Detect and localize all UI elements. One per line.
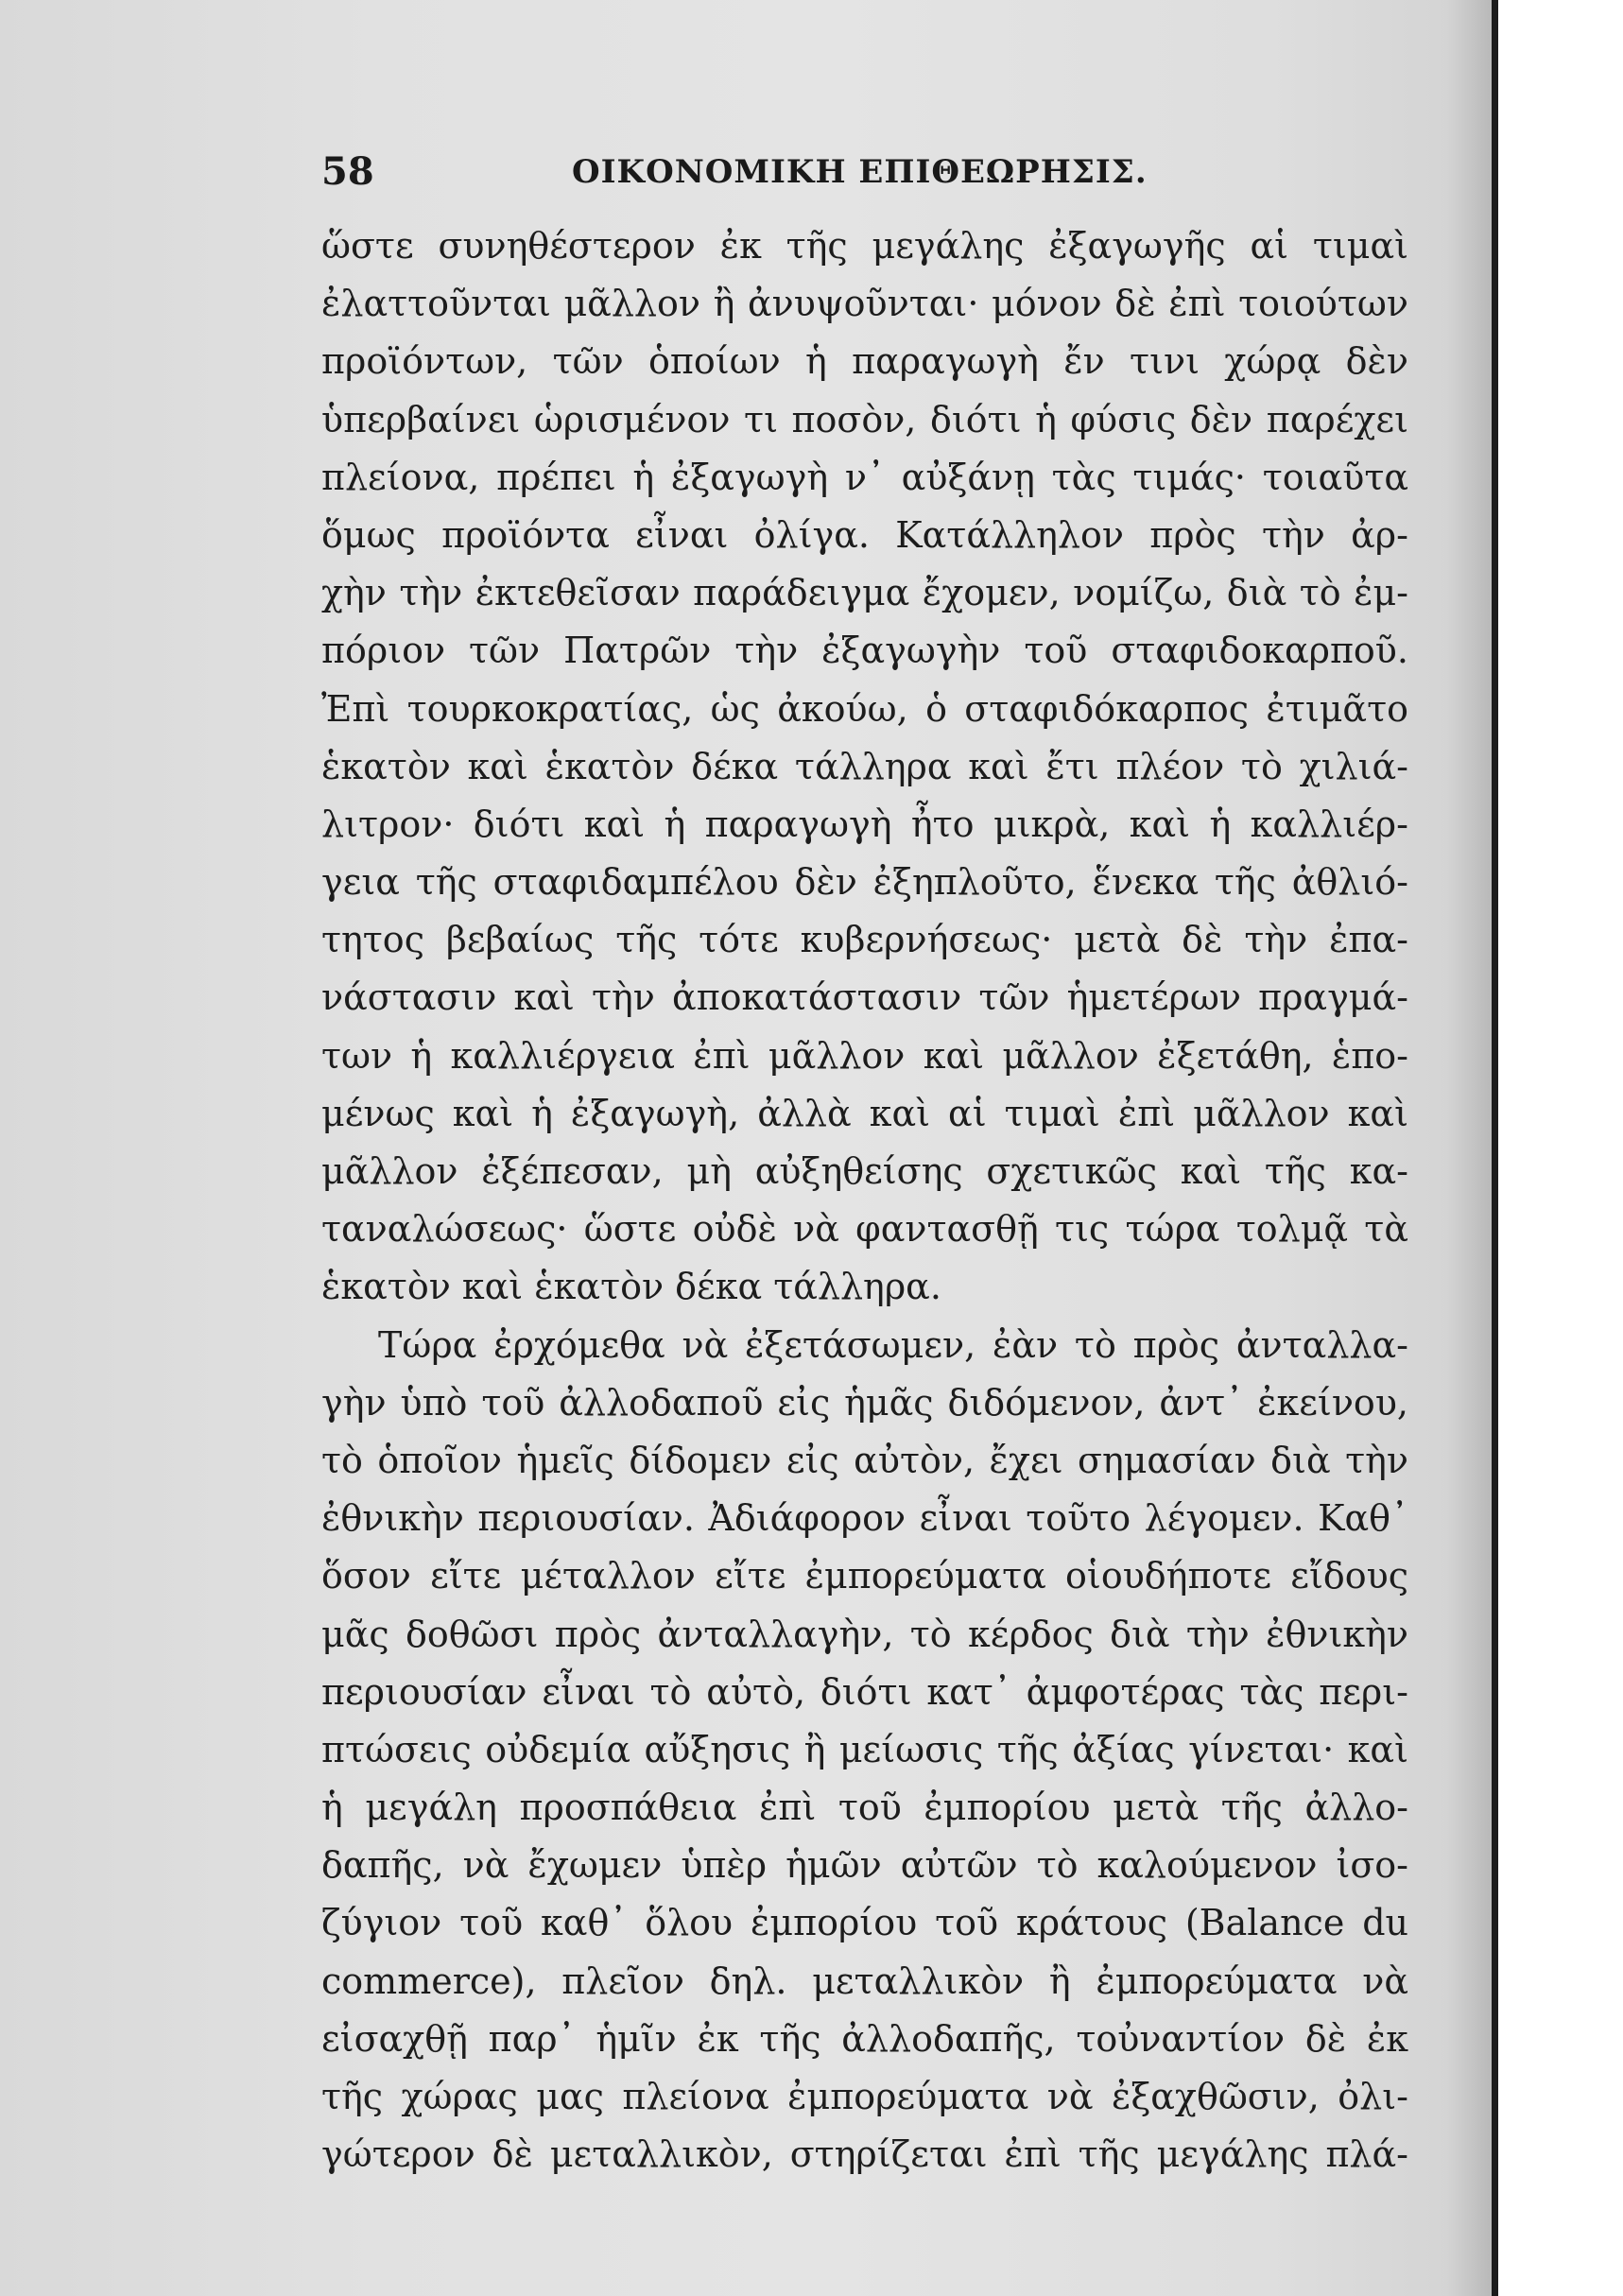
text-line: νάστασιν καὶ τὴν ἀποκατάστασιν τῶν ἡμετέρων πραγμά- (321, 976, 1408, 1019)
text-line: γεια τῆς σταφιδαμπέλου δὲν ἐξηπλοῦτο, ἕνεκα τῆς ἀθλιό- (321, 861, 1408, 904)
text-line: μᾶς δοθῶσι πρὸς ἀνταλλαγὴν, τὸ κέρδος διὰ τὴν ἐθνικὴν (321, 1613, 1408, 1655)
paragraph-end-line: ἑκατὸν καὶ ἑκατὸν δέκα τάλληρα. (321, 1266, 941, 1308)
text-line: ταναλώσεως· ὥστε οὐδὲ νὰ φαντασθῇ τις τώρα τολμᾷ τὰ (321, 1208, 1408, 1251)
text-line: ἑκατὸν καὶ ἑκατὸν δέκα τάλληρα καὶ ἔτι πλέον τὸ χιλιά- (321, 745, 1408, 787)
text-line: προϊόντων, τῶν ὁποίων ἡ παραγωγὴ ἔν τινι χώρᾳ δὲν (321, 340, 1408, 383)
binding-edge (1492, 0, 1498, 2296)
text-line: γώτερον δὲ μεταλλικὸν, στηρίζεται ἐπὶ τῆς μεγάλης πλά- (321, 2133, 1408, 2176)
text-line: πλείονα, πρέπει ἡ ἐξαγωγὴ ν᾽ αὐξάνῃ τὰς τιμάς· τοιαῦτα (321, 456, 1408, 498)
text-line: χὴν τὴν ἐκτεθεῖσαν παράδειγμα ἔχομεν, νομίζω, διὰ τὸ ἐμ- (321, 572, 1408, 614)
text-line: τῆς χώρας μας πλείονα ἐμπορεύματα νὰ ἐξαχθῶσιν, ὀλι- (321, 2076, 1408, 2117)
text-line: εἰσαχθῇ παρ᾽ ἡμῖν ἐκ τῆς ἀλλοδαπῆς, τοὐναντίον δὲ ἐκ (321, 2017, 1408, 2060)
text-line: ζύγιον τοῦ καθ᾽ ὅλου ἐμπορίου τοῦ κράτους (Balance du (321, 1902, 1408, 1944)
scan-margin (1492, 0, 1623, 2296)
text-line: πόριον τῶν Πατρῶν τὴν ἐξαγωγὴν τοῦ σταφιδοκαρποῦ. (321, 630, 1408, 672)
text-line: τὸ ὁποῖον ἡμεῖς δίδομεν εἰς αὐτὸν, ἔχει σημασίαν διὰ τὴν (321, 1439, 1408, 1481)
text-line: λιτρον· διότι καὶ ἡ παραγωγὴ ἦτο μικρὰ, καὶ ἡ καλλιέρ- (321, 803, 1408, 845)
paragraph-start-line: Τώρα ἐρχόμεθα νὰ ἐξετάσωμεν, ἐὰν τὸ πρὸς ἀνταλλα- (378, 1323, 1408, 1366)
text-line: πτώσεις οὐδεμία αὔξησις ἢ μείωσις τῆς ἀξίας γίνεται· καὶ (321, 1728, 1408, 1770)
text-line: τητος βεβαίως τῆς τότε κυβερνήσεως· μετὰ δὲ τὴν ἐπα- (321, 919, 1408, 961)
text-line: ὅμως προϊόντα εἶναι ὀλίγα. Κατάλληλον πρὸς τὴν ἀρ- (321, 513, 1408, 556)
text-line: δαπῆς, νὰ ἔχωμεν ὑπὲρ ἡμῶν αὐτῶν τὸ καλούμενον ἰσο- (321, 1844, 1408, 1887)
text-line: γὴν ὑπὸ τοῦ ἀλλοδαποῦ εἰς ἡμᾶς διδόμενον, ἀντ᾽ ἐκείνου, (321, 1381, 1408, 1424)
text-line: ὑπερβαίνει ὡρισμένον τι ποσὸν, διότι ἡ φύσις δὲν παρέχει (321, 398, 1408, 440)
body-text (321, 217, 1408, 2184)
text-line: ὅσον εἴτε μέταλλον εἴτε ἐμπορεύματα οἱουδήποτε εἴδους (321, 1555, 1408, 1597)
page-header (321, 149, 1408, 206)
running-head: ΟΙΚΟΝΟΜΙΚΗ ΕΠΙΘΕΩΡΗΣΙΣ. (572, 153, 1148, 191)
text-line: ἡ μεγάλη προσπάθεια ἐπὶ τοῦ ἐμπορίου μετὰ τῆς ἀλλο- (321, 1787, 1408, 1829)
text-line: commerce), πλεῖον δηλ. μεταλλικὸν ἢ ἐμπορεύματα νὰ (321, 1959, 1408, 2002)
text-line: ἐλαττοῦνται μᾶλλον ἢ ἀνυψοῦνται· μόνον δὲ ἐπὶ τοιούτων (321, 283, 1408, 325)
text-line: μᾶλλον ἐξέπεσαν, μὴ αὐξηθείσης σχετικῶς καὶ τῆς κα- (321, 1150, 1408, 1192)
text-line: ὥστε συνηθέστερον ἐκ τῆς μεγάλης ἐξαγωγῆς αἱ τιμαὶ (321, 225, 1408, 267)
text-line: μένως καὶ ἡ ἐξαγωγὴ, ἀλλὰ καὶ αἱ τιμαὶ ἐπὶ μᾶλλον καὶ (321, 1092, 1408, 1134)
text-line: Ἐπὶ τουρκοκρατίας, ὡς ἀκούω, ὁ σταφιδόκαρπος ἐτιμᾶτο (321, 687, 1408, 730)
spine-shadow (1446, 0, 1492, 2296)
page-number: 58 (321, 149, 374, 194)
text-line: των ἡ καλλιέργεια ἐπὶ μᾶλλον καὶ μᾶλλον ἐξετάθη, ἑπο- (321, 1034, 1408, 1077)
text-line: ἐθνικὴν περιουσίαν. Ἀδιάφορον εἶναι τοῦτο λέγομεν. Καθ᾽ (321, 1497, 1408, 1540)
text-line: περιουσίαν εἶναι τὸ αὐτὸ, διότι κατ᾽ ἀμφοτέρας τὰς περι- (321, 1670, 1408, 1713)
